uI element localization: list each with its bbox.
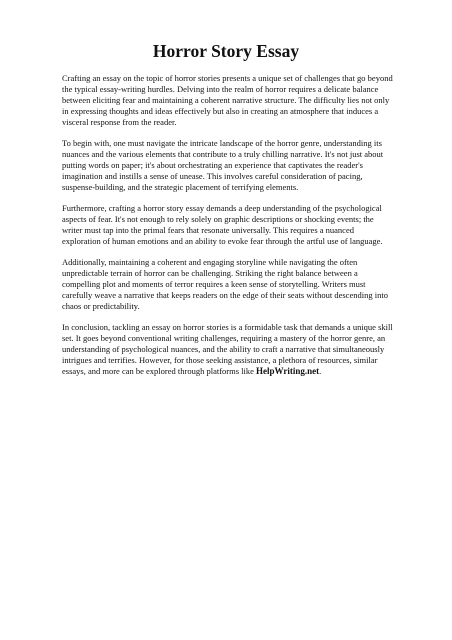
paragraph-conclusion xyxy=(62,322,394,377)
paragraph-storyline: Additionally, maintaining a coherent and engaging storyline while navigating the often unpredictable terrain of horror can be challenging. Striking the right balance between a compelling plot and moments of terror requires a keen sense of storytelling. Writers must carefully weave a narrative that keeps readers on the edge of their seats without descending into chaos or predictability. xyxy=(62,257,388,311)
document-title: Horror Story Essay xyxy=(152,41,300,61)
paragraph-intro: Crafting an essay on the topic of horror stories presents a unique set of challenges that go beyond the typical essay-writing hurdles. Delving into the realm of horror requires a delicate balance between eliciting fear and maintaining a coherent narrative structure. The difficulty lies not only in expressing thoughts and ideas effectively but also in creating an atmosphere that induces a visceral response from the reader. xyxy=(62,73,393,127)
paragraph-psychology: Furthermore, crafting a horror story essay demands a deep understanding of the psychological aspects of fear. It's not enough to rely solely on graphic descriptions or shocking events; the writer must tap into the primal fears that resonate universally. This requires a nuanced exploration of human emotions and an ability to evoke fear through the artful use of language. xyxy=(62,203,383,246)
conclusion-text: In conclusion, tackling an essay on horror stories is a formidable task that demands a unique skill set. It goes beyond conventional writing challenges, requiring a mastery of the horror genre, an understanding of psychological nuances, and the ability to craft a narrative that simultaneously intrigues and terrifies. However, for those seeking assistance, a plethora of resources, similar essays, and more can be explored through platforms like xyxy=(62,322,393,376)
helpwriting-link[interactable]: HelpWriting.net xyxy=(256,366,320,376)
document-body xyxy=(62,73,394,387)
paragraph-genre: To begin with, one must navigate the intricate landscape of the horror genre, understanding its nuances and the various elements that contribute to a truly chilling narrative. It's not just about putting words on paper; it's about orchestrating an experience that captivates the reader's imagination and instills a sense of unease. This involves careful consideration of pacing, suspense-building, and the strategic placement of terrifying elements. xyxy=(62,138,384,192)
conclusion-end: . xyxy=(319,366,322,376)
